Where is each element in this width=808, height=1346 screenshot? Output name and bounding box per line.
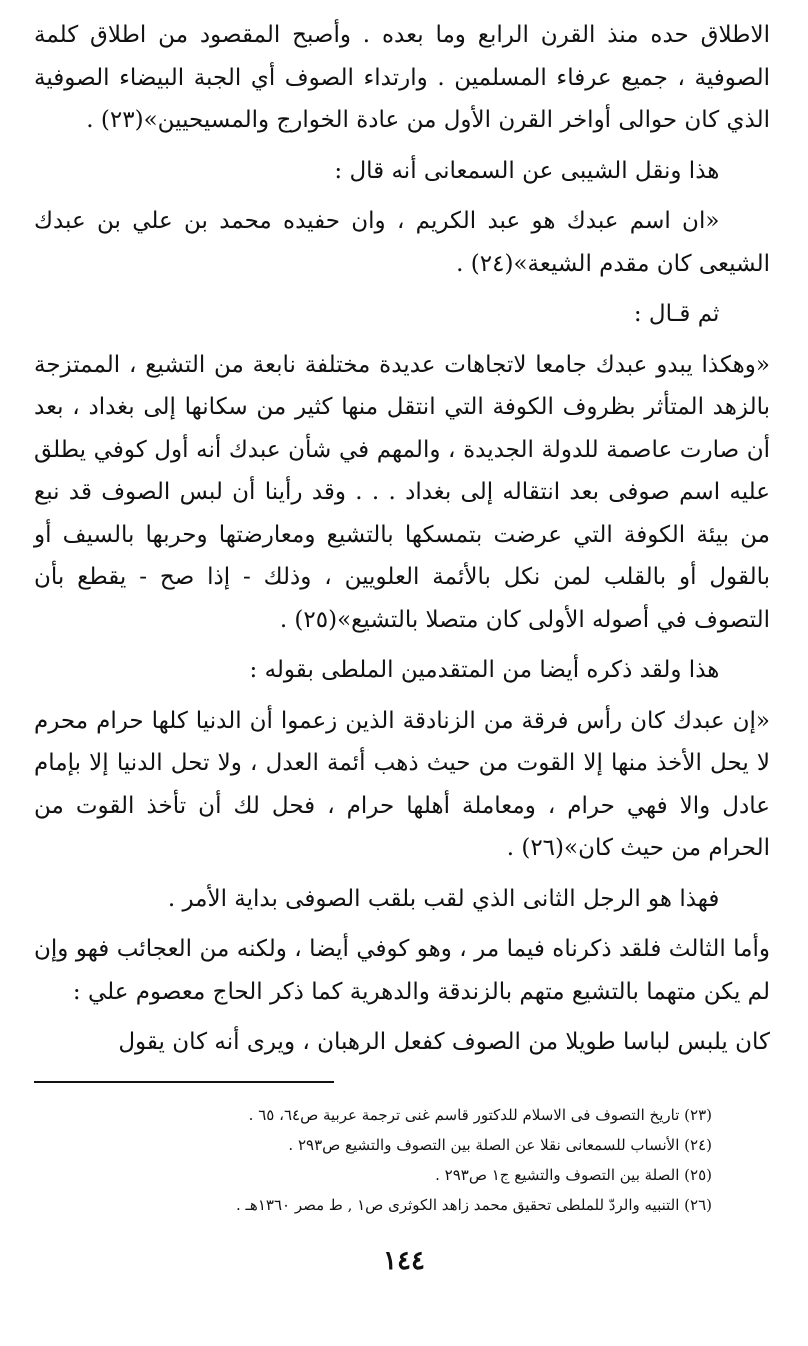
paragraph-10: كان يلبس لباسا طويلا من الصوف كفعل الرهبان ، ويرى أنه كان يقول — [118, 1029, 770, 1055]
footnote-26: (٢٦) التنبيه والردّ للملطى تحقيق محمد زاهد الكوثرى ص١ , ط مصر ١٣٦٠هـ . — [236, 1196, 712, 1214]
body-text — [34, 14, 770, 1064]
footnotes — [120, 1100, 712, 1220]
paragraph-3: «ان اسم عبدك هو عبد الكريم ، وان حفيده محمد بن علي بن عبدك الشيعى كان مقدم الشيعة»(٢٤) . — [34, 208, 770, 277]
footnote-divider — [34, 1081, 334, 1083]
main-text — [34, 14, 770, 1064]
paragraph-7: «إن عبدك كان رأس فرقة من الزنادقة الذين زعموا أن الدنيا كلها حرام محرم لا يحل الأخذ منها إلا القوت من حيث ذهب أئمة العدل ، ولا تحل الدنيا إلا بإمام عادل والا فهي حرام ، ومعاملة أهلها حرام ، فحل لك أن تأخذ القوت من الحرام من حيث كان»(٢٦) . — [34, 707, 770, 861]
footnote-23: (٢٣) تاريخ التصوف فى الاسلام للدكتور قاسم غنى ترجمة عربية ص٦٤، ٦٥ . — [248, 1106, 712, 1124]
paragraph-5: «وهكذا يبدو عبدك جامعا لاتجاهات عديدة مختلفة نابعة من التشيع ، الممتزجة بالزهد المتأثر بظروف الكوفة التي انتقل منها كثير من سكانها إلى بغداد ، بعد أن صارت عاصمة للدولة الجديدة ، والمهم في شأن عبدك أنه أول كوفي يطلق عليه اسم صوفى بعد انتقاله إلى بغداد . . . وقد رأينا أن لبس الصوف قد نبع من بيئة الكوفة التي عرضت بتمسكها بالتشيع ومعارضتها وحربها بالسيف أو بالقول أو بالقلب لمن نكل بالأئمة العلويين ، وذلك - إذا صح - يقطع بأن التصوف في أصوله الأولى كان متصلا بالتشيع»(٢٥) . — [34, 351, 770, 633]
paragraph-9: وأما الثالث فلقد ذكرناه فيما مر ، وهو كوفي أيضا ، ولكنه من العجائب فهو وإن لم يكن متهما بالتشيع متهم بالزندقة والدهرية كما ذكر الحاج معصوم علي : — [34, 936, 770, 1005]
page-number: ١٤٤ — [383, 1246, 425, 1276]
paragraph-2: هذا ونقل الشيبى عن السمعانى أنه قال : — [334, 157, 720, 184]
paragraph-1: الاطلاق حده منذ القرن الرابع وما بعده . وأصبح المقصود من اطلاق كلمة الصوفية ، جميع عرفاء المسلمين . وارتداء الصوف أي الجبة البيضاء الصوفية الذي كان حوالى أواخر القرن الأول من عادة الخوارج والمسيحيين»(٢٣) . — [34, 22, 770, 133]
footnote-25: (٢٥) الصلة بين التصوف والتشيع ج١ ص٢٩٣ . — [435, 1166, 712, 1184]
paragraph-4: ثم قـال : — [633, 301, 720, 327]
paragraph-6: هذا ولقد ذكره أيضا من المتقدمين الملطى بقوله : — [249, 657, 720, 683]
footnote-24: (٢٤) الأنساب للسمعانى نقلا عن الصلة بين التصوف والتشيع ص٢٩٣ . — [288, 1136, 712, 1154]
paragraph-8: فهذا هو الرجل الثانى الذي لقب بلقب الصوفى بداية الأمر . — [167, 885, 720, 912]
